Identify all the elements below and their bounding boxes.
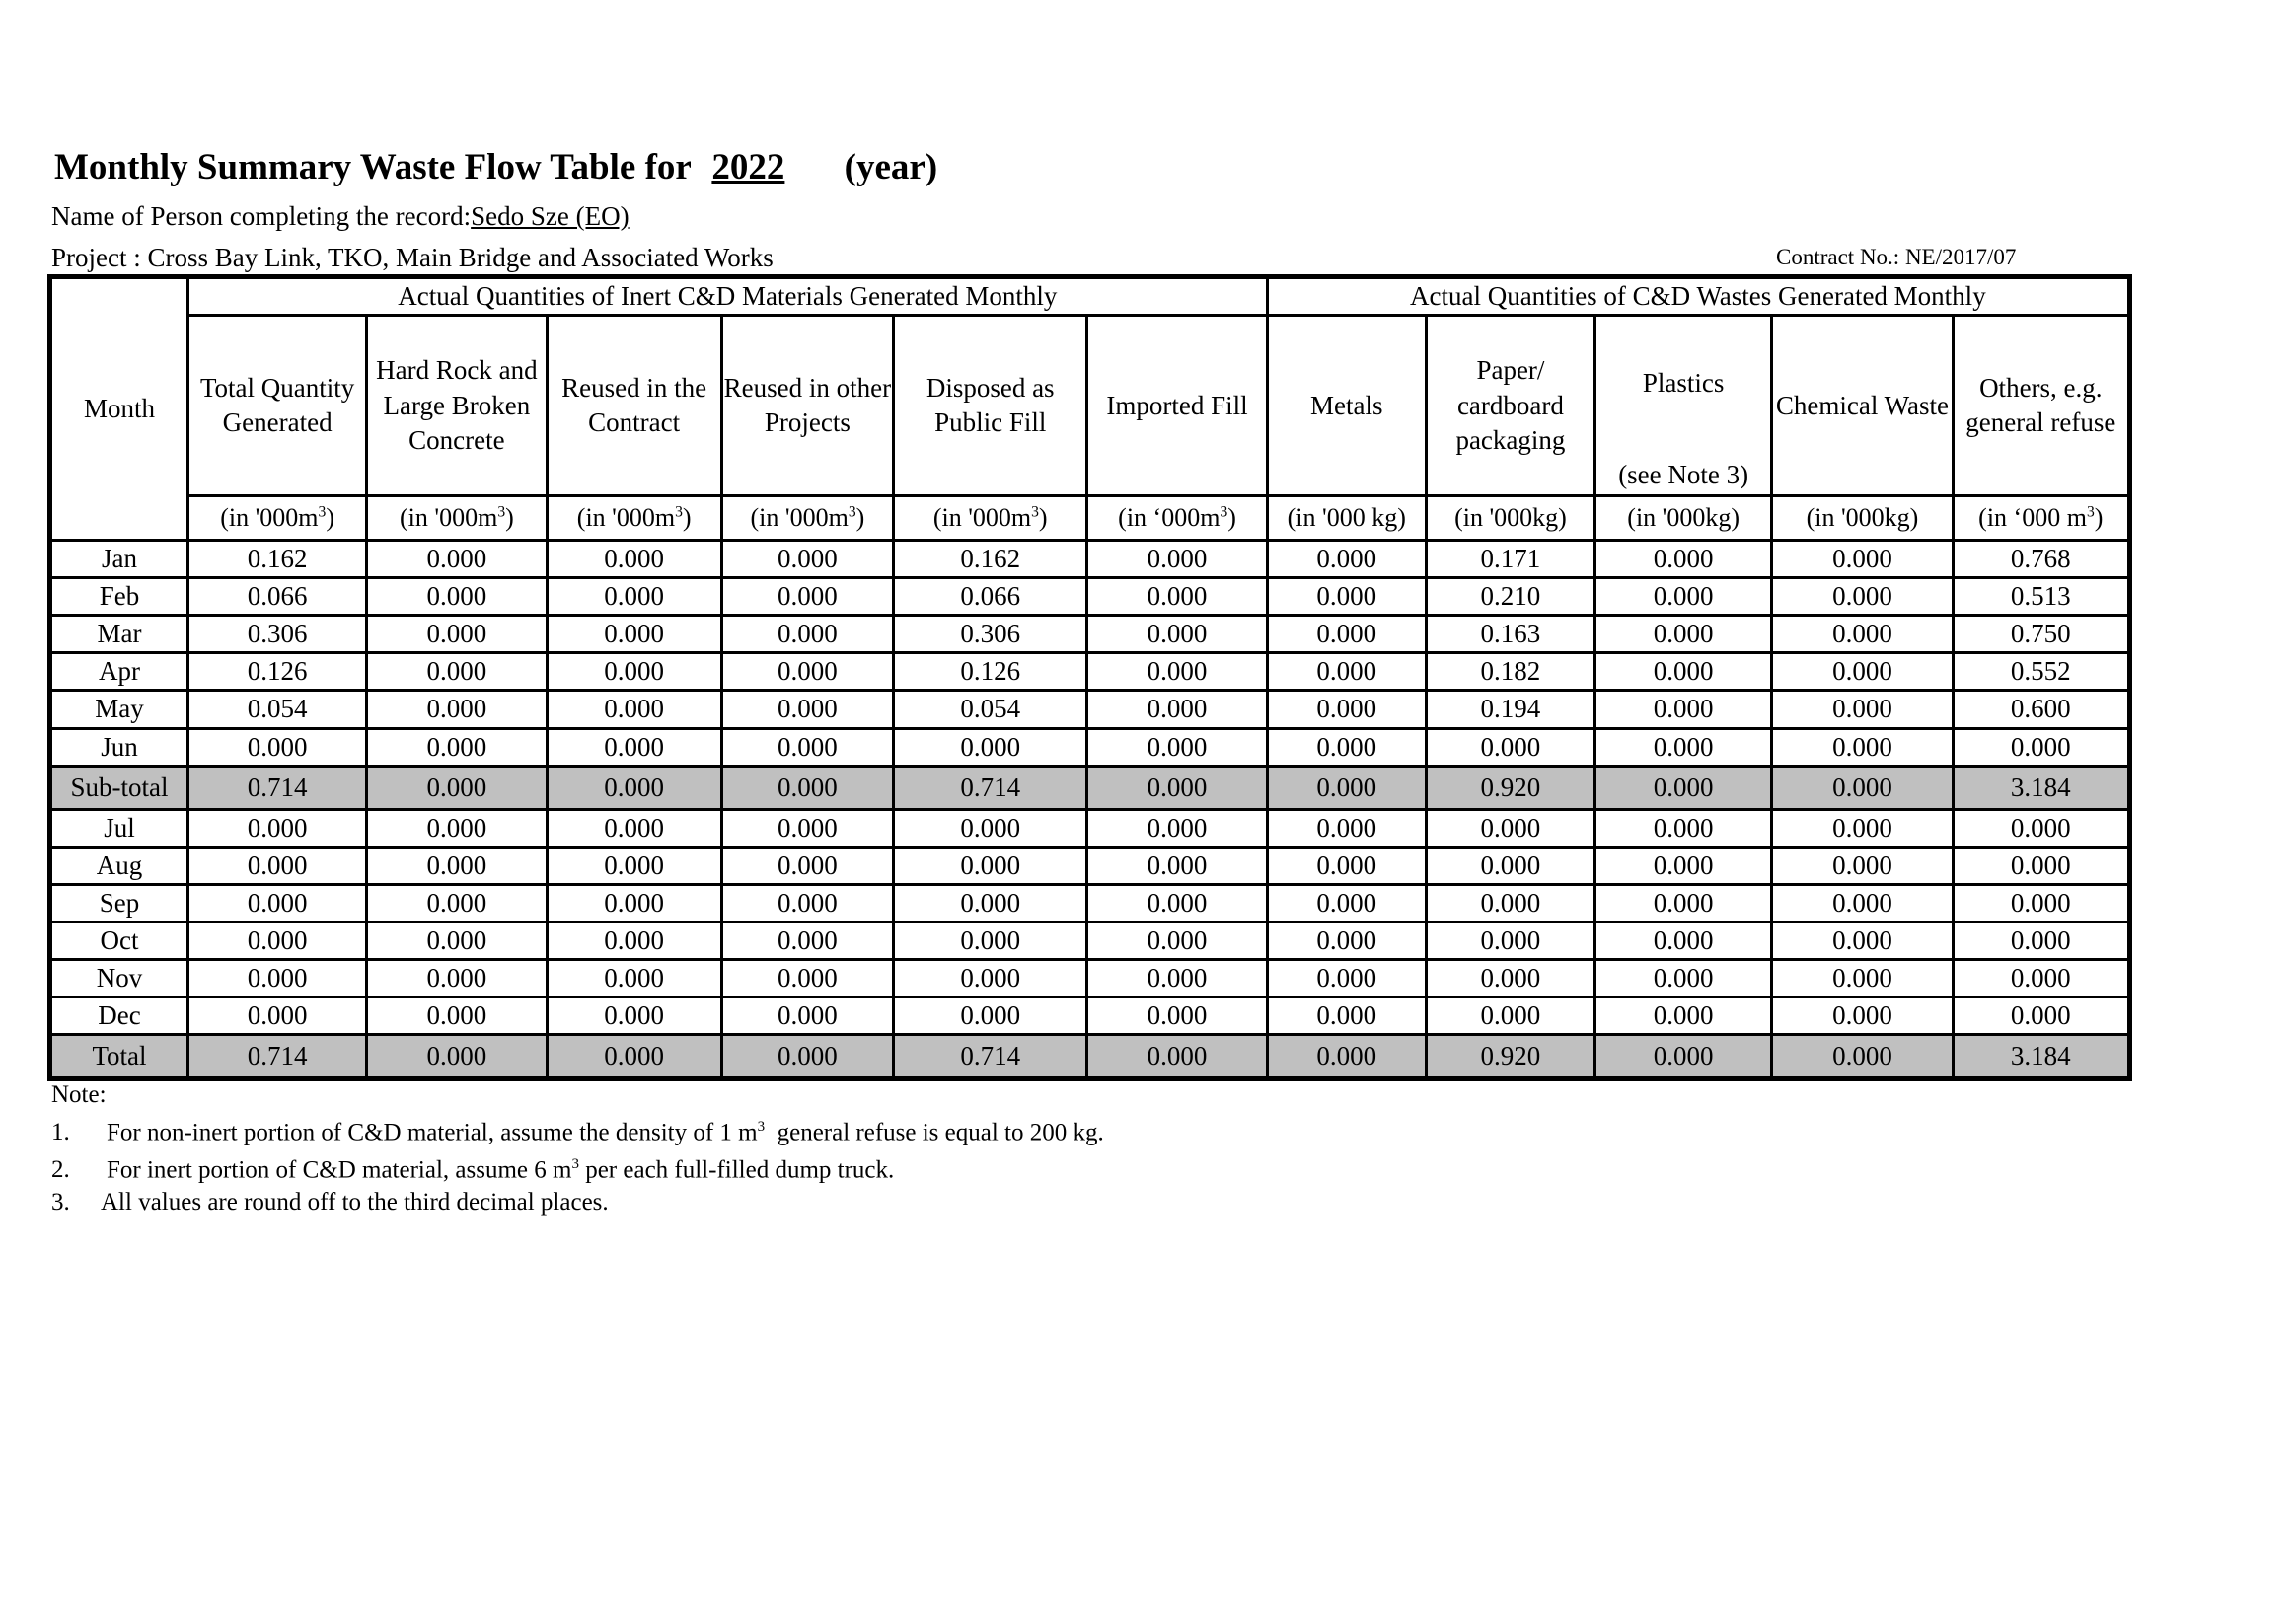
value-cell: 0.000: [721, 578, 893, 616]
value-cell: 0.000: [187, 922, 366, 959]
value-cell: 0.000: [547, 960, 721, 997]
note-1: 1. For non-inert portion of C&D material, assume the density of 1 $m^3$ general refuse is equal to 200 kg.: [51, 1119, 1104, 1146]
value-cell: 0.768: [1953, 541, 2129, 578]
value-cell: 0.000: [1772, 653, 1953, 691]
value-cell: 0.000: [1087, 653, 1267, 691]
value-cell: 0.000: [721, 541, 893, 578]
value-cell: 0.000: [1426, 997, 1594, 1035]
value-cell: 0.000: [547, 766, 721, 809]
value-cell: 0.000: [1595, 766, 1772, 809]
value-cell: 0.000: [721, 847, 893, 884]
value-cell: 0.000: [547, 922, 721, 959]
month-cell: Feb: [50, 578, 188, 616]
table-row: [50, 922, 2130, 959]
value-cell: 0.000: [1595, 847, 1772, 884]
value-cell: 0.750: [1953, 616, 2129, 653]
value-cell: 0.000: [187, 997, 366, 1035]
col-public-fill: Disposed as Public Fill: [894, 316, 1087, 496]
unit-cell: (in '$000m^3$): [721, 496, 893, 541]
value-cell: 0.000: [1267, 616, 1426, 653]
value-cell: 0.000: [1595, 960, 1772, 997]
value-cell: 0.000: [547, 653, 721, 691]
col-hard-rock: Hard Rock and Large Broken Concrete: [367, 316, 547, 496]
value-cell: 0.000: [894, 847, 1087, 884]
unit-cell: (in '$000m^3$): [894, 496, 1087, 541]
value-cell: 0.126: [894, 653, 1087, 691]
value-cell: 0.000: [367, 960, 547, 997]
value-cell: 0.000: [547, 541, 721, 578]
value-cell: 0.000: [1267, 960, 1426, 997]
col-plastics: [1595, 316, 1772, 496]
month-cell: Nov: [50, 960, 188, 997]
value-cell: 0.000: [547, 616, 721, 653]
value-cell: 0.000: [1772, 960, 1953, 997]
value-cell: 0.000: [1426, 960, 1594, 997]
value-cell: 0.000: [1267, 997, 1426, 1035]
value-cell: 0.000: [1953, 847, 2129, 884]
value-cell: 0.000: [1087, 616, 1267, 653]
table-row: [50, 691, 2130, 728]
value-cell: 3.184: [1953, 1035, 2129, 1079]
value-cell: 0.000: [1087, 809, 1267, 847]
col-others: Others, e.g. general refuse: [1953, 316, 2129, 496]
value-cell: 0.000: [1772, 616, 1953, 653]
value-cell: 0.066: [894, 578, 1087, 616]
col-plastics-label: Plastics: [1642, 368, 1725, 399]
value-cell: 0.000: [894, 922, 1087, 959]
value-cell: 0.000: [1087, 728, 1267, 766]
value-cell: 0.210: [1426, 578, 1594, 616]
value-cell: 0.054: [187, 691, 366, 728]
value-cell: 0.000: [721, 922, 893, 959]
value-cell: 0.000: [1087, 960, 1267, 997]
value-cell: 0.000: [1087, 766, 1267, 809]
col-paper: Paper/ cardboard packaging: [1426, 316, 1594, 496]
value-cell: 0.000: [367, 578, 547, 616]
value-cell: 0.000: [1087, 578, 1267, 616]
value-cell: 0.054: [894, 691, 1087, 728]
value-cell: 0.000: [1595, 616, 1772, 653]
value-cell: 0.000: [1426, 728, 1594, 766]
table-row: [50, 578, 2130, 616]
value-cell: 0.000: [547, 884, 721, 922]
col-reused-other: Reused in other Projects: [721, 316, 893, 496]
value-cell: 0.000: [547, 847, 721, 884]
value-cell: 0.000: [1087, 691, 1267, 728]
column-header-row: [50, 316, 2130, 496]
unit-cell: (in '000kg): [1595, 496, 1772, 541]
month-cell: Jul: [50, 809, 188, 847]
value-cell: 0.000: [1953, 728, 2129, 766]
value-cell: 0.000: [1267, 578, 1426, 616]
value-cell: 0.000: [1772, 541, 1953, 578]
value-cell: 0.000: [1595, 997, 1772, 1035]
value-cell: 0.000: [187, 884, 366, 922]
value-cell: 0.714: [894, 1035, 1087, 1079]
month-header: Month: [50, 277, 188, 541]
value-cell: 0.000: [1772, 922, 1953, 959]
table-row: [50, 847, 2130, 884]
value-cell: 0.163: [1426, 616, 1594, 653]
value-cell: 0.306: [894, 616, 1087, 653]
value-cell: 0.600: [1953, 691, 2129, 728]
value-cell: 0.000: [1267, 884, 1426, 922]
value-cell: 0.000: [1087, 922, 1267, 959]
value-cell: 0.182: [1426, 653, 1594, 691]
value-cell: 0.000: [1595, 922, 1772, 959]
inert-group-header: Actual Quantities of Inert C&D Materials Generated Monthly: [187, 277, 1267, 316]
value-cell: 0.000: [894, 809, 1087, 847]
value-cell: 0.000: [187, 809, 366, 847]
waste-flow-table: [47, 274, 2132, 1081]
person-value: Sedo Sze (EO): [471, 201, 630, 231]
month-cell: Jun: [50, 728, 188, 766]
subtotal-row: [50, 766, 2130, 809]
value-cell: 0.000: [367, 922, 547, 959]
value-cell: 0.000: [187, 847, 366, 884]
value-cell: 0.000: [894, 997, 1087, 1035]
value-cell: 0.000: [367, 616, 547, 653]
notes-heading: Note:: [51, 1081, 107, 1108]
value-cell: 0.000: [1267, 653, 1426, 691]
unit-cell: (in ‘$000m^3$): [1087, 496, 1267, 541]
value-cell: 0.000: [721, 653, 893, 691]
value-cell: 0.714: [894, 766, 1087, 809]
title-year: 2022: [711, 147, 785, 187]
value-cell: 0.000: [1772, 997, 1953, 1035]
value-cell: 0.000: [1087, 884, 1267, 922]
value-cell: 0.162: [894, 541, 1087, 578]
value-cell: 0.000: [547, 809, 721, 847]
value-cell: 0.000: [1087, 847, 1267, 884]
value-cell: 0.000: [1267, 1035, 1426, 1079]
col-plastics-note: (see Note 3): [1618, 460, 1749, 489]
col-metals: Metals: [1267, 316, 1426, 496]
unit-cell: (in '$000m^3$): [187, 496, 366, 541]
month-cell: Oct: [50, 922, 188, 959]
value-cell: 0.000: [894, 960, 1087, 997]
unit-cell: (in '000 kg): [1267, 496, 1426, 541]
title-suffix: (year): [844, 147, 938, 187]
value-cell: 0.714: [187, 766, 366, 809]
value-cell: 0.000: [721, 884, 893, 922]
value-cell: 0.000: [1953, 809, 2129, 847]
value-cell: 0.000: [367, 728, 547, 766]
value-cell: 0.000: [367, 997, 547, 1035]
table-row: [50, 616, 2130, 653]
value-cell: 0.000: [367, 884, 547, 922]
value-cell: 0.000: [1426, 922, 1594, 959]
value-cell: 0.000: [367, 809, 547, 847]
value-cell: 0.000: [721, 997, 893, 1035]
value-cell: 0.000: [894, 728, 1087, 766]
value-cell: 0.000: [1267, 691, 1426, 728]
value-cell: 0.126: [187, 653, 366, 691]
table-row: [50, 728, 2130, 766]
value-cell: 0.000: [1953, 960, 2129, 997]
value-cell: 0.000: [1087, 541, 1267, 578]
table-row: [50, 884, 2130, 922]
value-cell: 0.000: [1595, 541, 1772, 578]
month-cell: May: [50, 691, 188, 728]
month-cell: Dec: [50, 997, 188, 1035]
value-cell: 0.000: [1772, 766, 1953, 809]
month-cell: Sep: [50, 884, 188, 922]
value-cell: 0.000: [1595, 653, 1772, 691]
contract-number: Contract No.: NE/2017/07: [1776, 245, 2017, 269]
unit-cell: (in '$000m^3$): [547, 496, 721, 541]
value-cell: 0.714: [187, 1035, 366, 1079]
value-cell: 0.000: [1953, 884, 2129, 922]
value-cell: 0.552: [1953, 653, 2129, 691]
value-cell: 0.000: [1595, 809, 1772, 847]
value-cell: 0.000: [1595, 1035, 1772, 1079]
month-cell: Mar: [50, 616, 188, 653]
value-cell: 0.000: [1772, 1035, 1953, 1079]
unit-cell: (in ‘000 $m^3$): [1953, 496, 2129, 541]
note-3: 3. All values are round off to the third decimal places.: [51, 1188, 609, 1216]
table-row: [50, 997, 2130, 1035]
value-cell: 0.000: [1087, 997, 1267, 1035]
value-cell: 0.000: [1772, 809, 1953, 847]
month-cell: Apr: [50, 653, 188, 691]
person-label: Name of Person completing the record:: [51, 201, 472, 231]
value-cell: 0.000: [1426, 847, 1594, 884]
col-chemical: Chemical Waste: [1772, 316, 1953, 496]
value-cell: 0.000: [1426, 809, 1594, 847]
value-cell: 0.000: [1772, 847, 1953, 884]
col-reused-contract: Reused in the Contract: [547, 316, 721, 496]
unit-cell: (in '000kg): [1772, 496, 1953, 541]
unit-cell: (in '$000m^3$): [367, 496, 547, 541]
title-prefix: Monthly Summary Waste Flow Table for: [54, 147, 692, 187]
month-cell: Total: [50, 1035, 188, 1079]
table-row: [50, 541, 2130, 578]
month-cell: Aug: [50, 847, 188, 884]
value-cell: 0.000: [547, 1035, 721, 1079]
value-cell: 0.000: [1267, 847, 1426, 884]
value-cell: 0.000: [1595, 884, 1772, 922]
value-cell: 0.000: [1267, 541, 1426, 578]
waste-group-header: Actual Quantities of C&D Wastes Generated Monthly: [1267, 277, 2129, 316]
table-row: [50, 653, 2130, 691]
value-cell: 0.000: [367, 541, 547, 578]
col-imported-fill: Imported Fill: [1087, 316, 1267, 496]
value-cell: 0.162: [187, 541, 366, 578]
value-cell: 0.000: [367, 653, 547, 691]
value-cell: 0.000: [721, 691, 893, 728]
value-cell: 0.000: [1595, 728, 1772, 766]
month-cell: Sub-total: [50, 766, 188, 809]
value-cell: 0.000: [1772, 728, 1953, 766]
value-cell: 0.000: [1267, 809, 1426, 847]
value-cell: 0.000: [1772, 884, 1953, 922]
value-cell: 0.000: [894, 884, 1087, 922]
col-total-quantity: Total Quantity Generated: [187, 316, 366, 496]
value-cell: 0.000: [187, 960, 366, 997]
notes-section: [51, 1081, 1104, 1217]
project-line: Project : Cross Bay Link, TKO, Main Bridge and Associated Works: [51, 243, 774, 272]
value-cell: 0.306: [187, 616, 366, 653]
value-cell: 0.000: [547, 578, 721, 616]
value-cell: 0.000: [1953, 922, 2129, 959]
value-cell: 0.000: [1087, 1035, 1267, 1079]
value-cell: 0.000: [1267, 766, 1426, 809]
table-row: [50, 809, 2130, 847]
value-cell: 0.000: [187, 728, 366, 766]
value-cell: 0.920: [1426, 1035, 1594, 1079]
unit-cell: (in '000kg): [1426, 496, 1594, 541]
value-cell: 0.920: [1426, 766, 1594, 809]
value-cell: 0.171: [1426, 541, 1594, 578]
value-cell: 0.000: [721, 728, 893, 766]
value-cell: 3.184: [1953, 766, 2129, 809]
value-cell: 0.000: [1772, 578, 1953, 616]
value-cell: 0.000: [367, 691, 547, 728]
value-cell: 0.000: [367, 766, 547, 809]
value-cell: 0.000: [1595, 691, 1772, 728]
value-cell: 0.000: [1267, 922, 1426, 959]
value-cell: 0.194: [1426, 691, 1594, 728]
value-cell: 0.000: [721, 960, 893, 997]
value-cell: 0.000: [367, 1035, 547, 1079]
value-cell: 0.000: [1595, 578, 1772, 616]
value-cell: 0.513: [1953, 578, 2129, 616]
value-cell: 0.000: [547, 728, 721, 766]
value-cell: 0.000: [547, 997, 721, 1035]
person-line: [51, 201, 742, 232]
value-cell: 0.000: [1267, 728, 1426, 766]
value-cell: 0.000: [721, 616, 893, 653]
value-cell: 0.000: [1772, 691, 1953, 728]
value-cell: 0.000: [547, 691, 721, 728]
value-cell: 0.000: [367, 847, 547, 884]
month-cell: Jan: [50, 541, 188, 578]
value-cell: 0.000: [721, 809, 893, 847]
value-cell: 0.000: [721, 1035, 893, 1079]
value-cell: 0.066: [187, 578, 366, 616]
subtotal-row: [50, 1035, 2130, 1079]
document-title: [54, 146, 937, 188]
value-cell: 0.000: [721, 766, 893, 809]
value-cell: 0.000: [1953, 997, 2129, 1035]
note-2: 2. For inert portion of C&D material, assume 6 $m^3$ per each full-filled dump truck.: [51, 1156, 895, 1184]
table-row: [50, 960, 2130, 997]
units-row: [50, 496, 2130, 541]
value-cell: 0.000: [1426, 884, 1594, 922]
